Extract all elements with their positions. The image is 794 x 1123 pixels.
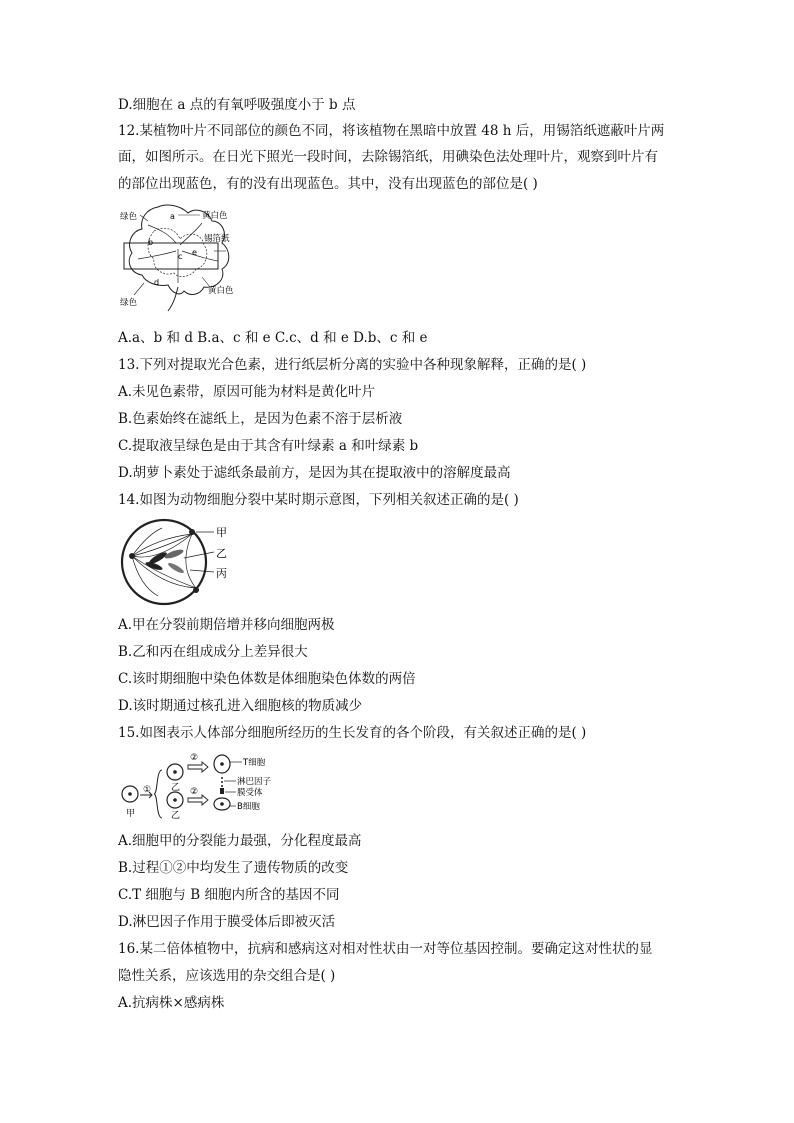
q12-stem-line-2: 面，如图所示。在日光下照光一段时间，去除锡箔纸，用碘染色法处理叶片，观察到叶片有 xyxy=(118,149,658,165)
leaf-stem xyxy=(168,287,178,311)
foil-strip xyxy=(124,243,218,269)
label-step1: ① xyxy=(143,785,152,795)
q14-option-c: C.该时期细胞中染色体数是体细胞染色体数的两倍 xyxy=(118,671,416,687)
q15-stem: 15.如图表示人体部分细胞所经历的生长发育的各个阶段，有关叙述正确的是( ) xyxy=(118,725,587,741)
label-green-top: 绿色 xyxy=(120,212,138,222)
q13-option-c: C.提取液呈绿色是由于其含有叶绿素 a 和叶绿素 b xyxy=(118,438,419,454)
point-d: d xyxy=(154,278,160,287)
leaf-foil-figure xyxy=(118,203,258,315)
q13-option-a: A.未见色素带，原因可能为材料是黄化叶片 xyxy=(118,384,376,400)
point-a: a xyxy=(170,212,175,221)
q15-option-a: A.细胞甲的分裂能力最强，分化程度最高 xyxy=(118,833,362,849)
label-yellow-top: 黄白色 xyxy=(202,211,228,221)
q14-option-b: B.乙和丙在组成成分上差异很大 xyxy=(118,644,308,660)
membrane-receptor xyxy=(220,788,224,794)
label-foil: 锡箔纸 xyxy=(204,234,230,244)
q15-option-c: C.T 细胞与 B 细胞内所含的基因不同 xyxy=(118,887,340,903)
label-t-cell: T细胞 xyxy=(243,758,266,768)
q13-option-d: D.胡萝卜素处于滤纸条最前方，是因为其在提取液中的溶解度最高 xyxy=(118,465,511,481)
label-lymphokine: 淋巴因子 xyxy=(237,777,272,787)
spindle-fibers xyxy=(132,528,196,596)
label-step2-top: ② xyxy=(190,753,199,763)
point-c: c xyxy=(178,252,183,261)
label-jia: 甲 xyxy=(126,809,136,819)
q13-option-b: B.色素始终在滤纸上，是因为色素不溶于层析液 xyxy=(118,411,403,427)
label-green-bottom: 绿色 xyxy=(120,298,138,308)
q15-option-d: D.淋巴因子作用于膜受体后即被灭活 xyxy=(118,914,336,930)
label-yi-top: 乙 xyxy=(171,783,181,793)
label-receptor: 膜受体 xyxy=(237,788,263,798)
label-yi: 乙 xyxy=(216,547,227,560)
q14-option-a: A.甲在分裂前期倍增并移向细胞两极 xyxy=(118,617,335,633)
centrosome-bottom xyxy=(193,587,199,593)
point-b: b xyxy=(148,238,154,247)
q12-stem-line-1: 12.某植物叶片不同部位的颜色不同，将该植物在黑暗中放置 48 h 后，用锡箔纸遮蔽叶片两 xyxy=(118,123,665,139)
label-yellow-bottom: 黄白色 xyxy=(208,286,234,296)
q15-option-b: B.过程①②中均发生了遗传物质的改变 xyxy=(118,860,349,876)
q12-options: A.a、b 和 d B.a、c 和 e C.c、d 和 e D.b、c 和 e xyxy=(118,330,428,346)
q14-option-d: D.该时期通过核孔进入细胞核的物质减少 xyxy=(118,698,363,714)
branch-brace xyxy=(154,770,162,818)
q16-option-a: A.抗病株×感病株 xyxy=(118,995,225,1011)
q16-stem-line-1: 16.某二倍体植物中，抗病和感病这对相对性状由一对等位基因控制。要确定这对性状的显 xyxy=(118,941,653,957)
q16-stem-line-2: 隐性关系，应该选用的杂交组合是( ) xyxy=(118,968,336,984)
label-b-cell: B细胞 xyxy=(237,802,260,812)
centrosome-left xyxy=(129,553,135,559)
label-bing: 丙 xyxy=(216,567,227,580)
centrosome-top xyxy=(189,529,195,535)
q13-stem: 13.下列对提取光合色素，进行纸层析分离的实验中各种现象解释，正确的是( ) xyxy=(118,357,587,373)
label-jia: 甲 xyxy=(216,526,227,539)
q14-stem: 14.如图为动物细胞分裂中某时期示意图，下列相关叙述正确的是( ) xyxy=(118,492,519,508)
q12-stem-line-3: 的部位出现蓝色，有的没有出现蓝色。其中，没有出现蓝色的部位是( ) xyxy=(118,176,538,192)
q11-option-d: D.细胞在 a 点的有氧呼吸强度小于 b 点 xyxy=(118,97,356,113)
point-e: e xyxy=(192,248,197,257)
cell-division-figure xyxy=(118,516,238,608)
cell-development-figure xyxy=(118,748,298,820)
label-yi-bottom: 乙 xyxy=(171,811,181,820)
label-step2-bottom: ② xyxy=(190,787,199,797)
